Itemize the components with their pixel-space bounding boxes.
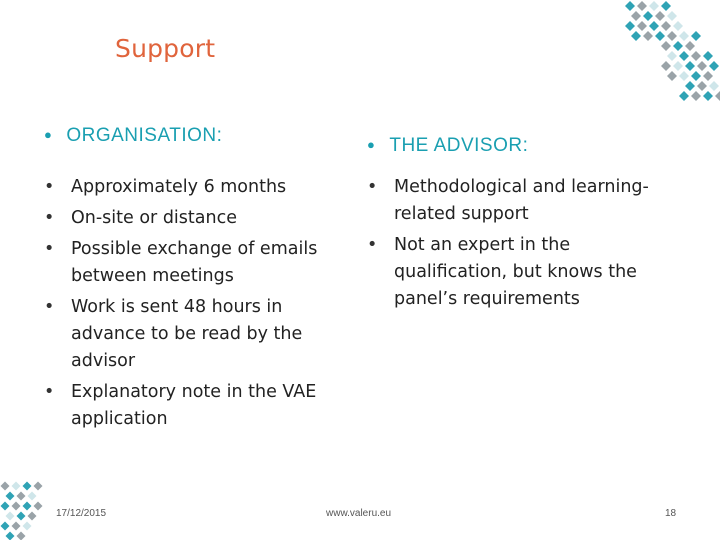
diamond-shape [697, 81, 707, 91]
diamond-shape [17, 532, 26, 540]
diamond-shape [661, 1, 671, 11]
diamond-shape [1, 482, 10, 491]
diamond-shape [661, 61, 671, 71]
list-item: • On-site or distance [44, 205, 344, 232]
diamond-shape [12, 482, 21, 491]
diamond-shape [28, 492, 37, 501]
diamond-shape [667, 51, 677, 61]
slide-title: Support [115, 34, 216, 63]
diamond-shape [6, 492, 15, 501]
diamond-shape [685, 81, 695, 91]
advisor-heading [367, 135, 528, 157]
diamond-shape [34, 482, 43, 491]
diamond-shape [637, 21, 647, 31]
diamond-shape [685, 61, 695, 71]
diamond-shape [631, 31, 641, 41]
diamond-shape [673, 21, 683, 31]
bullet-icon: ● [44, 127, 53, 142]
diamond-shape [691, 51, 701, 61]
diamond-shape [23, 482, 32, 491]
diamond-shape [625, 1, 635, 11]
diamond-shape [715, 91, 720, 101]
diamond-shape [709, 61, 719, 71]
advisor-list [367, 174, 667, 317]
diamond-shape [703, 91, 713, 101]
advisor-heading-text: THE ADVISOR: [389, 135, 529, 156]
diamond-shape [23, 502, 32, 511]
list-item: • Work is sent 48 hours in advance to be read by the advisor [44, 294, 344, 375]
diamond-shape [667, 31, 677, 41]
diamond-shape [679, 71, 689, 81]
list-item: • Approximately 6 months [44, 174, 344, 201]
diamond-shape [691, 71, 701, 81]
diamond-shape [691, 31, 701, 41]
diamond-shape [6, 532, 15, 540]
diamond-shape [17, 492, 26, 501]
diamond-shape [643, 11, 653, 21]
diamond-shape [661, 41, 671, 51]
list-item: • Possible exchange of emails between meetings [44, 236, 344, 290]
diamond-shape [649, 21, 659, 31]
diamond-shape [23, 522, 32, 531]
diamond-shape [1, 502, 10, 511]
diamond-shape [631, 11, 641, 21]
diamond-shape [661, 21, 671, 31]
diamond-shape [697, 61, 707, 71]
organisation-list [44, 174, 344, 437]
diamond-shape [34, 502, 43, 511]
diamond-shape [691, 91, 701, 101]
diamond-shape [637, 1, 647, 11]
diamond-shape [17, 512, 26, 521]
list-item: • Not an expert in the qualification, but knows the panel’s requirements [367, 232, 667, 313]
diamond-shape [655, 11, 665, 21]
diamond-shape [1, 522, 10, 531]
diamond-shape [12, 522, 21, 531]
organisation-heading-text: ORGANISATION: [66, 125, 223, 146]
footer-date: 17/12/2015 [56, 508, 107, 519]
diamond-shape [655, 31, 665, 41]
diamond-shape [625, 21, 635, 31]
diamond-shape [679, 51, 689, 61]
diamond-shape [28, 512, 37, 521]
diamond-shape [679, 31, 689, 41]
decorative-pattern-bottom-left [0, 480, 50, 540]
page-number: 18 [665, 508, 677, 519]
list-item: • Explanatory note in the VAE application [44, 379, 344, 433]
diamond-shape [12, 502, 21, 511]
footer-url: www.valeru.eu [326, 508, 392, 519]
decorative-pattern-top-right [610, 0, 720, 110]
diamond-shape [667, 11, 677, 21]
diamond-shape [679, 91, 689, 101]
diamond-shape [649, 1, 659, 11]
organisation-heading [44, 125, 222, 147]
diamond-shape [667, 71, 677, 81]
bullet-icon: ● [367, 137, 376, 152]
diamond-shape [673, 61, 683, 71]
diamond-shape [673, 41, 683, 51]
diamond-shape [6, 512, 15, 521]
diamond-shape [703, 71, 713, 81]
diamond-shape [709, 81, 719, 91]
diamond-shape [643, 31, 653, 41]
diamond-shape [685, 41, 695, 51]
diamond-shape [703, 51, 713, 61]
list-item: • Methodological and learning-related support [367, 174, 667, 228]
